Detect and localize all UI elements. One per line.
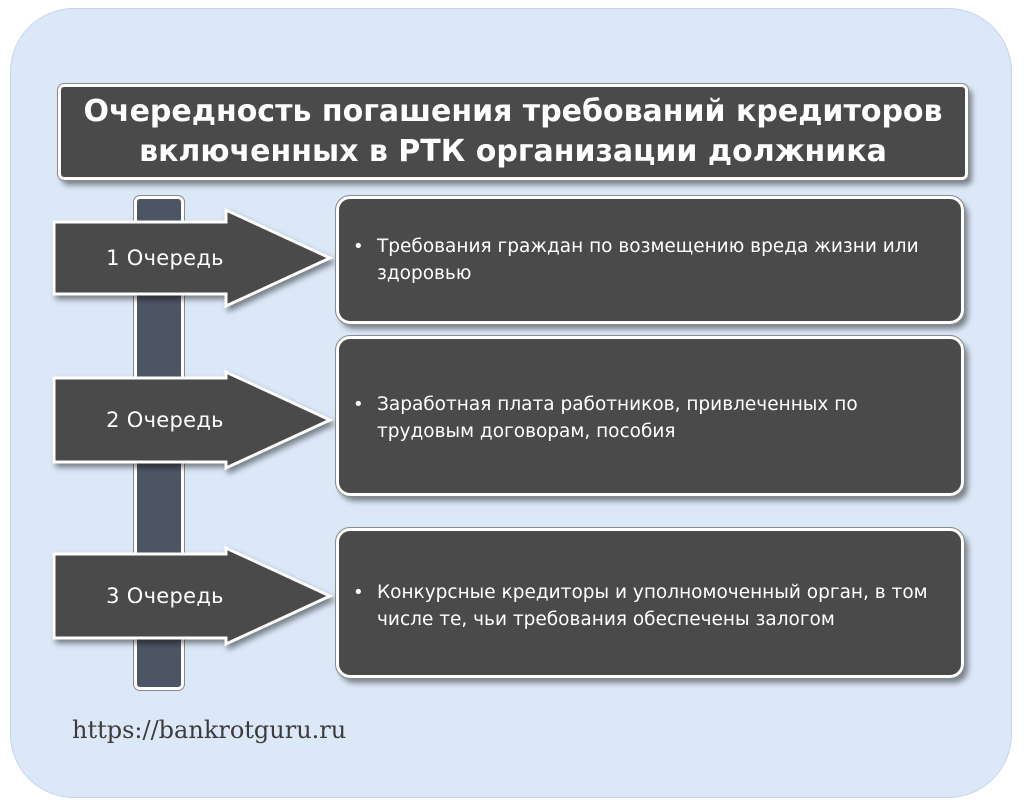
list-item [353,391,951,445]
bullet-icon: • [353,236,364,257]
queue-3-label: 3 Очередь [106,584,224,608]
queue-2-label: 2 Очередь [106,408,224,432]
queue-1-description: Требования граждан по возмещению вреда жизни или здоровью [377,236,919,284]
title-line-1: Очередность погашения требований кредиторов [83,94,943,129]
queue-3-description: Конкурсные кредиторы и уполномоченный орган, в том числе те, чьи требования обеспечены залогом [377,582,928,630]
queue-3-arrow [50,546,340,646]
queue-1-arrow [50,208,340,308]
queue-3-description-box [336,528,964,678]
queue-2-arrow [50,370,340,470]
source-url: https://bankrotguru.ru [72,716,347,744]
diagram-title [58,84,968,180]
title-line-2: включенных в РТК организации должника [139,134,887,169]
queue-1-description-box [336,196,964,324]
queue-2-description-box [336,336,964,496]
queue-1-label: 1 Очередь [106,246,224,270]
queue-2-description: Заработная плата работников, привлеченных по трудовым договорам, пособия [377,394,858,442]
list-item [353,233,951,287]
bullet-icon: • [353,582,364,603]
bullet-icon: • [353,394,364,415]
list-item [353,579,951,633]
